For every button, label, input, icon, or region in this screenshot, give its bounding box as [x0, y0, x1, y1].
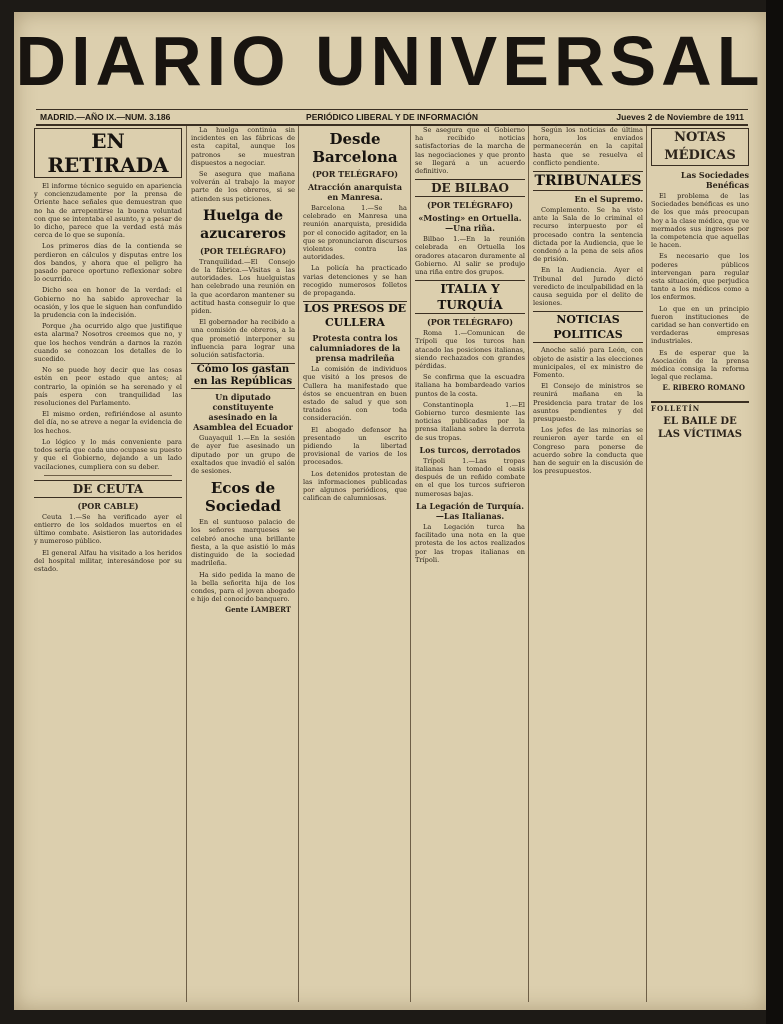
paragraph: Los jefes de las minorías se reunieron ayer tarde en el Congreso para ponerse de acuerdo sobre la conducta que han de seguir en la discusión de los presupuestos.: [533, 426, 643, 476]
huelga-byline: (POR TELÉGRAFO): [199, 245, 287, 256]
paragraph: Complemento. Se ha visto ante la Sala de lo criminal el recurso interpuesto por el procesado contra la sentencia dictada por la Audiencia, que le condenó a la pena de seis años de prisión.: [533, 206, 643, 264]
italia-turquia-byline: (POR TELÉGRAFO): [426, 317, 514, 328]
column-6: [651, 126, 749, 1002]
ceuta-byline: (POR CABLE): [77, 500, 139, 511]
legacion-subheading: La Legación de Turquía.—Las Italianas.: [415, 500, 525, 521]
column-1: [34, 126, 182, 1002]
paragraph: Guayaquil 1.—En la sesión de ayer fue asesinado un diputado por un grupo de exaltados que invadió el salón de sesiones.: [191, 434, 295, 476]
divider: [44, 475, 172, 476]
paragraph: El general Alfau ha visitado a los heridos del hospital militar, interesándose por su estado.: [34, 548, 182, 573]
paragraph: La huelga continúa sin incidentes en las fábricas de esta capital, aunque los patronos se muestran dispuestos a negociar.: [191, 126, 295, 167]
notas-medicas-subheading: Las Sociedades Benéficas: [680, 170, 749, 190]
masthead-title: DIARIO UNIVERSAL: [15, 22, 765, 100]
bilbao-heading: DE BILBAO: [415, 179, 525, 197]
paragraph: La policía ha practicado varias detenciones y se han recogido numerosos folletos de propaganda.: [303, 264, 407, 298]
paragraph: Lo lógico y lo más conveniente para todos sería que cada uno ocupase su puesto y que el Gobierno, dejando a un lado vacilaciones, cumpliera con su deber.: [34, 437, 182, 471]
paragraph: Anoche salió para León, con objeto de asistir a las elecciones municipales, el ex ministro de Fomento.: [533, 346, 643, 380]
paragraph: Trípoli 1.—Las tropas italianas han tomado el oasis después de un reñido combate en el que los turcos sufrieron numerosas bajas.: [415, 456, 525, 498]
paragraph: Se asegura que mañana volverán al trabajo la mayor parte de los obreros, si se atienden sus peticiones.: [191, 170, 295, 203]
barcelona-subheading: Atracción anarquista en Manresa.: [307, 182, 403, 202]
issue-number: MADRID.—AÑO IX.—NUM. 3.186: [40, 112, 171, 122]
folletin-title: EL BAILE DE LAS VÍCTIMAS: [657, 415, 743, 440]
column-rule: [528, 126, 529, 1002]
republicas-subheading: Un diputado constituyente asesinado en la Asamblea del Ecuador: [193, 392, 293, 433]
paragraph: Lo que en un principio fueron instituciones de caridad se han convertido en verdaderas empresas industriales.: [651, 304, 749, 346]
folletin-section: [651, 401, 749, 441]
cullera-heading: LOS PRESOS DE CULLERA: [303, 302, 407, 330]
paragraph: Es necesario que los poderes públicos intervengan para regular esta situación, que perjudica tanto a los médicos como a los enfermos.: [651, 252, 749, 302]
paragraph: Porque ¿ha ocurrido algo que justifique esta alarma? Nosotros creemos que no, y que los hechos vendrán a darnos la razón cuando se conozcan los detalles de lo sucedido.: [34, 322, 182, 364]
paragraph: Los primeros días de la contienda se perdieron en cálculos y disputas entre los dos bandos, y ahora que el peligro ha pasado parece oportuno reflexionar sobre lo ocurrido.: [34, 242, 182, 284]
paragraph: En la Audiencia. Ayer el Tribunal del Jurado dictó veredicto de inculpabilidad en la causa seguida por el delito de lesiones.: [533, 266, 643, 308]
paragraph: Se confirma que la escuadra italiana ha bombardeado varios puntos de la costa.: [415, 373, 525, 398]
paragraph: La comisión de individuos que visitó a los presos de Cullera ha manifestado que éstos se encuentran en buen estado de salud y que son tratados con toda consideración.: [303, 365, 407, 423]
column-rule: [646, 126, 647, 1002]
paragraph: Constantinopla 1.—El Gobierno turco desmiente las noticias publicadas por la prensa italiana sobre la derrota de sus tropas.: [415, 400, 525, 442]
issue-date: Jueves 2 de Noviembre de 1911: [616, 112, 744, 122]
column-4: [415, 126, 525, 1002]
notas-medicas-heading: NOTAS MÉDICAS: [651, 128, 749, 166]
paragraph: El abogado defensor ha presentado un escrito pidiendo la libertad provisional de varios de los procesados.: [303, 425, 407, 467]
italia-turquia-heading: ITALIA Y TURQUÍA: [415, 280, 525, 314]
paper-description: PERIÓDICO LIBERAL Y DE INFORMACIÓN: [306, 112, 478, 122]
dateline: [36, 109, 748, 126]
book-binding: [766, 0, 783, 1024]
column-rule: [410, 126, 411, 1002]
paragraph: Ceuta 1.—Se ha verificado ayer el entierro de los soldados muertos en el último combate. Asistieron las autoridades y numeroso público.: [34, 512, 182, 546]
republicas-heading: Cómo los gastan en las Repúblicas: [191, 363, 295, 389]
paragraph: Tranquilidad.—El Consejo de la fábrica.—Visitas a las autoridades. Los huelguistas han celebrado una reunión en la que acordaron mantener su actitud hasta conseguir lo que piden.: [191, 257, 295, 316]
column-3: [303, 126, 407, 1002]
column-rule: [186, 126, 187, 1002]
column-rule: [298, 126, 299, 1002]
paragraph: Es de esperar que la Asociación de la prensa médica consiga la reforma legal que reclama.: [651, 348, 749, 382]
editorial-title: EN RETIRADA: [34, 128, 182, 178]
paragraph: Se asegura que el Gobierno ha recibido noticias satisfactorias de la marcha de las negociaciones y que pronto se llegará a un acuerdo definitivo.: [415, 126, 525, 176]
bilbao-byline: (POR TELÉGRAFO): [426, 200, 514, 211]
signature: E. RIBERO ROMANO: [662, 383, 745, 393]
paragraph: En el suntuoso palacio de los señores marqueses se celebró anoche una brillante fiesta, a la que asistió lo más distinguido de la sociedad madrileña.: [191, 518, 295, 568]
barcelona-heading: Desde Barcelona: [312, 130, 398, 166]
cullera-subheading: Protesta contra los calumniadores de la prensa madrileña: [309, 333, 401, 364]
paragraph: Bilbao 1.—En la reunión celebrada en Ortuella los oradores atacaron duramente al Gobierno. Al salir se produjo una riña entre dos grupos.: [415, 235, 525, 277]
column-2: [191, 126, 295, 1002]
ceuta-heading: DE CEUTA: [34, 480, 182, 498]
paragraph: El gobernador ha recibido a una comisión de obreros, a la que prometió interponer su influencia para lograr una solución satisfactoria.: [191, 318, 295, 360]
huelga-heading: Huelga de azucareros: [200, 207, 286, 242]
paragraph: El problema de las Sociedades benéficas es uno de los que más preocupan hoy a la clase médica, que ve mermados sus ingresos por la competencia que aquellas le hacen.: [651, 192, 749, 250]
paragraph: Barcelona 1.—Se ha celebrado en Manresa una reunión anarquista, presidida por el conocido agitador, en la que se pronunciaron discursos violentos contra las autoridades.: [303, 204, 407, 262]
bilbao-subheading: «Mosting» en Ortuella.—Una riña.: [418, 213, 522, 234]
paragraph: Los detenidos protestan de las informaciones publicadas por algunos periódicos, que califican de calumniosas.: [303, 469, 407, 503]
paragraph: Roma 1.—Comunican de Trípoli que los turcos han atacado las posiciones italianas, siendo rechazados con grandes pérdidas.: [415, 329, 525, 371]
barcelona-byline: (POR TELÉGRAFO): [311, 169, 399, 179]
paragraph: La Legación turca ha facilitado una nota en la que protesta de los actos realizados por las tropas italianas en Trípoli.: [415, 522, 525, 564]
paragraph: El informe técnico seguido en apariencia y concienzudamente por la prensa de Oriente hace señales que demuestran que no ha de arrepentirse la buena voluntad con que se intentaba el asunto, y a pesar de lo dicho, parece que la verdad está más cerca de lo que se suponía.: [34, 182, 182, 240]
paragraph: Ha sido pedida la mano de la bella señorita hija de los condes, para el joven abogado e hijo del conocido banquero.: [191, 570, 295, 604]
paragraph: El Consejo de ministros se reunirá mañana en la Presidencia para tratar de los asuntos pendientes y del presupuesto.: [533, 382, 643, 424]
tribunales-subheading: En el Supremo.: [574, 194, 643, 205]
paragraph: Según los noticias de última hora, los enviados permanecerán en la capital hasta que se resuelva el conflicto pendiente.: [533, 126, 643, 167]
paragraph: Dicho sea en honor de la verdad: el Gobierno no ha sabido aprovechar la ocasión, y los que le siguen han confundido la prudencia con la indecisión.: [34, 286, 182, 320]
column-5: [533, 126, 643, 1002]
sociedad-heading: Ecos de Sociedad: [205, 479, 281, 516]
noticias-politicas-heading: NOTICIAS POLITICAS: [533, 311, 643, 343]
folletin-label: FOLLETÍN: [651, 403, 701, 413]
paragraph: El mismo orden, refiriéndose al asunto del día, no se atreve a negar la evidencia de los hechos.: [34, 410, 182, 435]
tribunales-heading: TRIBUNALES: [534, 173, 642, 190]
signature: Gente LAMBERT: [225, 605, 291, 615]
paragraph: No se puede hoy decir que las cosas estén en peor estado que antes; al contrario, la opinión se ha serenado y el país espera con tranquilidad las resoluciones del Parlamento.: [34, 366, 182, 408]
turcos-subheading: Los turcos, derrotados: [419, 444, 521, 455]
newspaper-page: [14, 12, 766, 1010]
